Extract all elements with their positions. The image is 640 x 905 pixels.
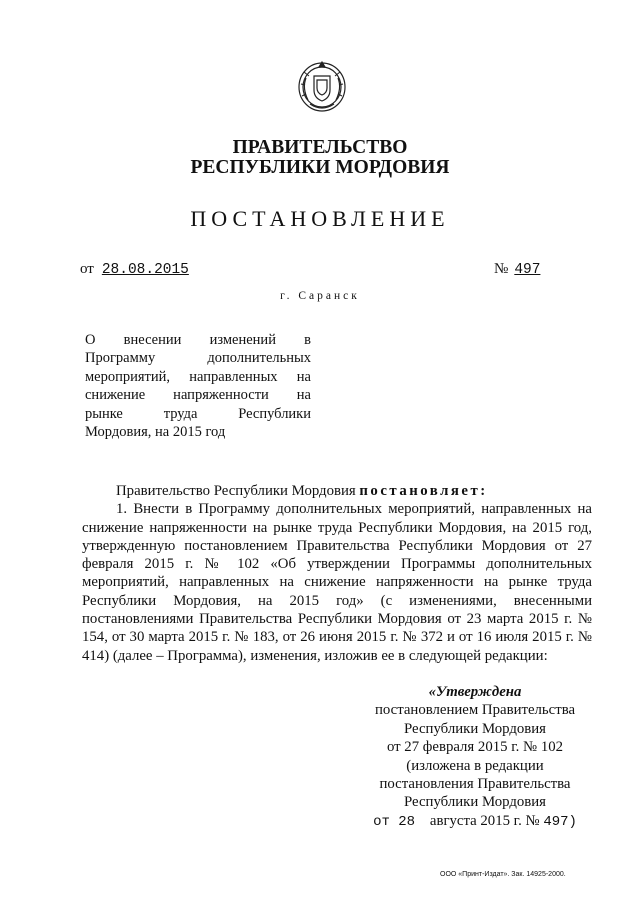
- subject-line: рынке труда Республики: [85, 405, 311, 422]
- subject-line: Программу дополнительных: [85, 350, 311, 367]
- organization-name-line1: ПРАВИТЕЛЬСТВО: [232, 137, 408, 158]
- approved-title: «Утверждена: [428, 684, 522, 700]
- approved-line: (изложена в редакции: [406, 757, 544, 774]
- approved-line: Республики Мордовия: [404, 720, 546, 737]
- subject-line: снижение напряженности на: [85, 387, 311, 404]
- approved-line: постановлением Правительства: [374, 702, 576, 719]
- approval-stamp-block: [350, 683, 600, 831]
- paragraph-1: 1. Внести в Программу дополнительных мероприятий, направленных на снижение напряженности на рынке труда Республики Мордовия, на 2015 год, утвержденную постановлением Правительства Республики Мордовия от 27 февраля 2015 г. № 102 «Об утверждении Программы дополнительных мероприятий, направленных на снижение напряженности на рынке труда Республики Мордовия, на 2015 год» (с изменениями, внесенными постановлениями Правительства Республики Мордовия от 23 марта 2015 г. № 154, от 30 марта 2015 г. № 183, от 26 июня 2015 г. № 372 и от 16 июля 2015 г. № 414) (далее – Программа), изменения, изложив ее в следующей редакции:: [82, 501, 592, 664]
- city-name: г. Саранск: [280, 290, 360, 302]
- approved-date-month: августа 2015 г. №: [429, 812, 540, 829]
- date-value: 28.08.2015: [101, 262, 189, 278]
- document-number: [494, 261, 570, 278]
- approved-line: от 27 февраля 2015 г. № 102: [386, 739, 564, 756]
- document-date: [80, 261, 194, 278]
- approved-date-line: [350, 812, 600, 831]
- date-prefix: от: [80, 261, 94, 277]
- approved-number: 497): [543, 813, 577, 830]
- document-body: [82, 482, 592, 665]
- organization-name-line2: РЕСПУБЛИКИ МОРДОВИЯ: [190, 157, 450, 178]
- subject-line: Мордовия, на 2015 год: [85, 424, 226, 441]
- printer-footer: ООО «Принт-Издат». Зак. 14925-2000.: [440, 871, 566, 878]
- intro-text: Правительство Республики Мордовия: [116, 483, 356, 499]
- intro-paragraph: [82, 482, 592, 500]
- subject-line: О внесении изменений в: [85, 332, 311, 348]
- approved-line: постановления Правительства: [379, 776, 571, 793]
- approved-line: Республики Мордовия: [404, 794, 546, 811]
- document-subject: [85, 331, 311, 441]
- coat-of-arms-icon: [296, 58, 348, 114]
- subject-line: мероприятий, направленных на: [85, 368, 311, 385]
- document-type-title: ПОСТАНОВЛЕНИЕ: [190, 206, 450, 231]
- number-value: 497: [514, 262, 541, 278]
- intro-resolves: постановляет:: [359, 483, 488, 499]
- number-prefix: №: [494, 261, 509, 277]
- approved-date-prefix: от 28: [373, 813, 416, 830]
